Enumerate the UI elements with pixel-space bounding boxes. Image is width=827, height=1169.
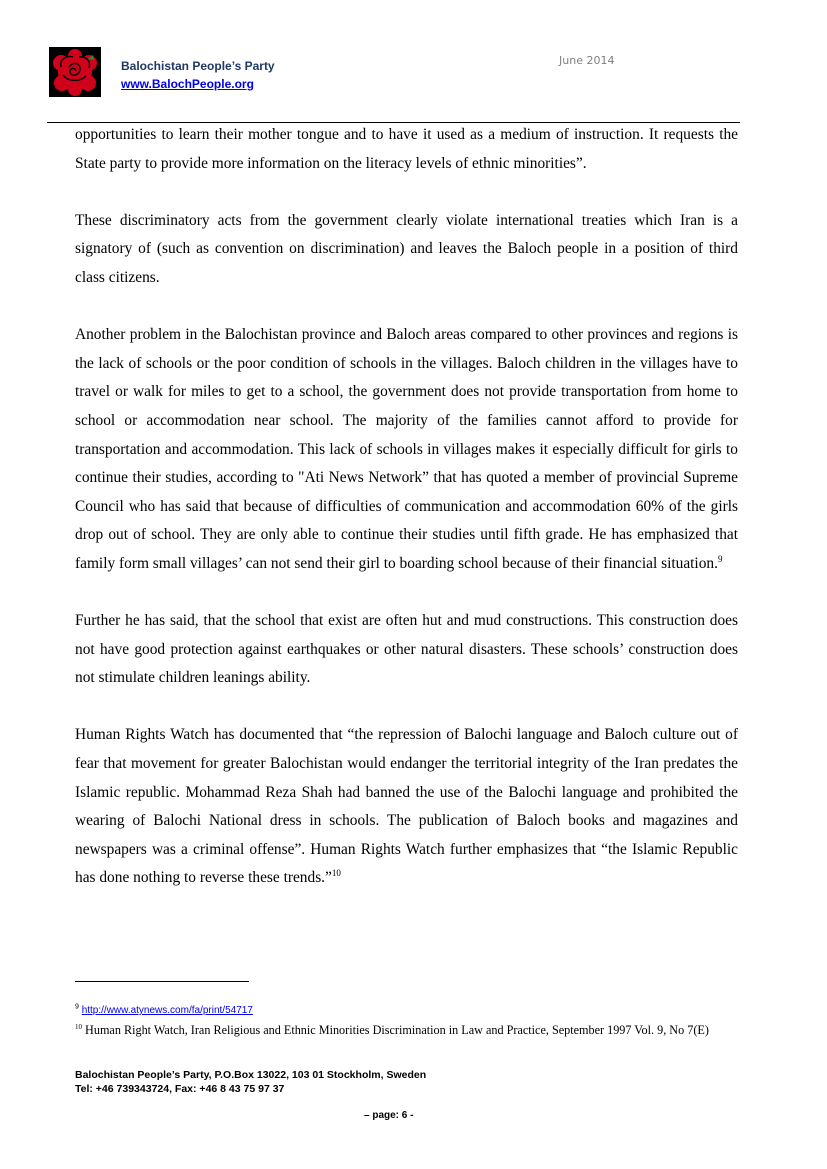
paragraph-4: Further he has said, that the school that exist are often hut and mud constructions. This construction does not have good protection against earthquakes or other natural disasters. These schools’ construction does not stimulate children leanings ability. xyxy=(75,612,738,687)
footnote-divider xyxy=(75,981,249,982)
footnote-9-link[interactable]: http://www.atynews.com/fa/print/54717 xyxy=(81,1005,253,1016)
paragraph-1: opportunities to learn their mother tongue and to have it used as a medium of instruction. It requests the State party to provide more information on the literacy levels of ethnic minorities”. xyxy=(75,126,738,172)
paragraph-3-text: Another problem in the Balochistan province and Baloch areas compared to other provinces and regions is the lack of schools or the poor condition of schools in the villages. Baloch children in the villages have to travel or walk for miles to get to a school, the government does not provide transportation from home to school or accommodation near school. The majority of the families cannot afford to provide for transportation and accommodation. This lack of schools in villages makes it especially difficult for girls to continue their studies, according to "Ati News Network” that has quoted a member of provincial Supreme Council who has said that because of difficulties of communication and accommodation 60% of the girls drop out of school. They are only able to continue their studies until fifth grade. He has emphasized that family form small villages’ can not send their girl to boarding school because of their financial situation. xyxy=(75,326,738,572)
footnote-10-text: Human Right Watch, Iran Religious and Ethnic Minorities Discrimination in Law and Practice, September 1997 Vol. 9, No 7(E) xyxy=(85,1023,709,1037)
paragraph-5 xyxy=(75,721,738,893)
footnote-10-number: 10 xyxy=(75,1022,82,1031)
footnote-10 xyxy=(75,1022,738,1039)
red-rose-logo-icon xyxy=(49,47,101,97)
paragraph-3 xyxy=(75,321,738,578)
paragraph-5-text: Human Rights Watch has documented that “the repression of Balochi language and Baloch culture out of fear that movement for greater Balochistan would endanger the territorial integrity of the Iran predates the Islamic republic. Mohammad Reza Shah had banned the use of the Balochi language and prohibited the wearing of Balochi National dress in schools. The publication of Baloch books and magazines and newspapers was a criminal offense”. Human Rights Watch further emphasizes that “the Islamic Republic has done nothing to reverse these trends.” xyxy=(75,726,738,887)
footer-phone: Tel: +46 739343724, Fax: +46 8 43 75 97 37 xyxy=(75,1083,285,1095)
website-link[interactable]: www.BalochPeople.org xyxy=(121,77,254,91)
document-body xyxy=(75,121,738,893)
footer-address: Balochistan People’s Party, P.O.Box 13022, 103 01 Stockholm, Sweden xyxy=(75,1069,427,1081)
footnote-ref-9: 9 xyxy=(717,553,723,564)
header-date: June 2014 xyxy=(559,54,615,67)
footnote-ref-10: 10 xyxy=(331,868,341,879)
footnote-9 xyxy=(75,1005,738,1016)
page-number: – page: 6 - xyxy=(364,1110,414,1121)
paragraph-2: These discriminatory acts from the government clearly violate international treaties which Iran is a signatory of (such as convention on discrimination) and leaves the Baloch people in a position of third class citizens. xyxy=(75,211,738,286)
footnote-9-number: 9 xyxy=(75,1003,79,1011)
org-name: Balochistan People’s Party xyxy=(121,59,275,73)
